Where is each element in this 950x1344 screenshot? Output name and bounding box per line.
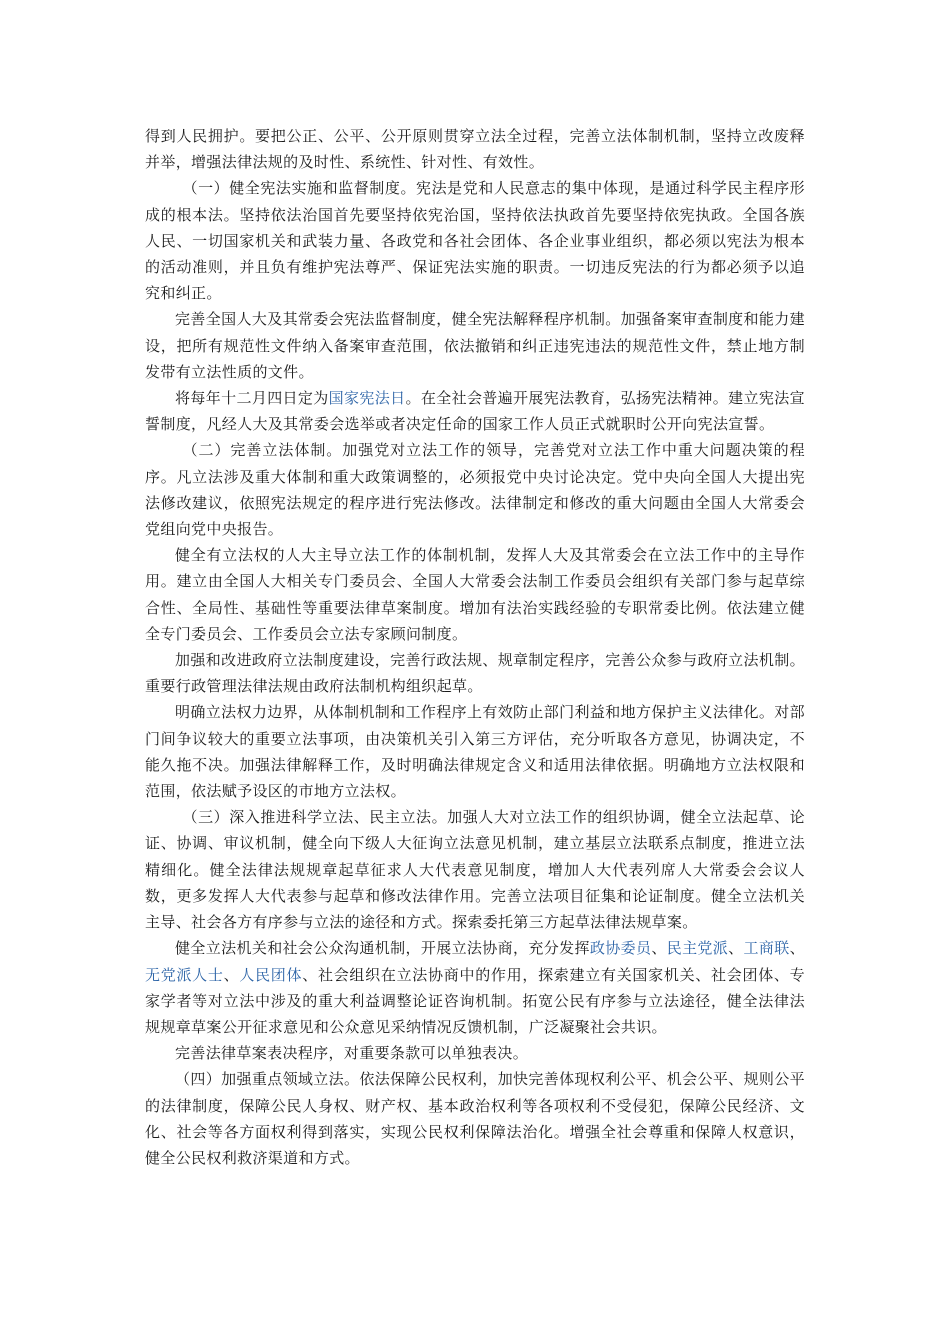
paragraph-text: 加强和改进政府立法制度建设，完善行政法规、规章制定程序，完善公众参与政府立法机制。重要行政管理法律法规由政府法制机构组织起草。 bbox=[145, 651, 805, 696]
hyperlink[interactable]: 无党派人士 bbox=[145, 965, 224, 984]
paragraph-text: 、 bbox=[651, 939, 667, 958]
paragraph-text: 将每年十二月四日定为 bbox=[175, 389, 329, 408]
hyperlink[interactable]: 国家宪法日 bbox=[328, 389, 406, 408]
paragraph-text: 完善全国人大及其常委会宪法监督制度，健全宪法解释程序机制。加强备案审查制度和能力建设，把所有规范性文件纳入备案审查范围，依法撤销和纠正违宪违法的规范性文件，禁止地方制发带有立法性质的文件。 bbox=[145, 310, 805, 381]
paragraph bbox=[145, 385, 805, 437]
paragraph bbox=[145, 804, 805, 935]
hyperlink[interactable]: 民主党派 bbox=[666, 939, 729, 958]
paragraph bbox=[145, 1040, 805, 1066]
paragraph bbox=[145, 175, 805, 306]
document-page bbox=[145, 123, 805, 1171]
paragraph bbox=[145, 306, 805, 385]
paragraph-text: 健全有立法权的人大主导立法工作的体制机制，发挥人大及其常委会在立法工作中的主导作用。建立由全国人大相关专门委员会、全国人大常委会法制工作委员会组织有关部门参与起草综合性、全局性、基础性等重要法律草案制度。增加有法治实践经验的专职常委比例。依法建立健全专门委员会、工作委员会立法专家顾问制度。 bbox=[145, 546, 805, 643]
hyperlink[interactable]: 工商联 bbox=[743, 939, 790, 958]
paragraph-text: （三）深入推进科学立法、民主立法。加强人大对立法工作的组织协调，健全立法起草、论证、协调、审议机制，健全向下级人大征询立法意见机制，建立基层立法联系点制度，推进立法精细化。健全法律法规规章起草征求人大代表意见制度，增加人大代表列席人大常委会会议人数，更多发挥人大代表参与起草和修改法律作用。完善立法项目征集和论证制度。健全立法机关主导、社会各方有序参与立法的途径和方式。探索委托第三方起草法律法规草案。 bbox=[145, 808, 805, 932]
hyperlink[interactable]: 人民团体 bbox=[239, 965, 303, 984]
paragraph-text: （二）完善立法体制。加强党对立法工作的领导，完善党对立法工作中重大问题决策的程序。凡立法涉及重大体制和重大政策调整的，必须报党中央讨论决定。党中央向全国人大提出宪法修改建议，依照宪法规定的程序进行宪法修改。法律制定和修改的重大问题由全国人大常委会党组向党中央报告。 bbox=[145, 441, 805, 539]
paragraph-text: 健全立法机关和社会公众沟通机制，开展立法协商，充分发挥 bbox=[175, 939, 590, 958]
paragraph-text: 完善法律草案表决程序，对重要条款可以单独表决。 bbox=[175, 1044, 529, 1063]
paragraph bbox=[145, 542, 805, 647]
paragraph-text: 。在全社会普遍开展宪法教育，弘扬宪法精神。建立宪法宣誓制度，凡经人大及其常委会选举或者决定任命的国家工作人员正式就职时公开向宪法宣誓。 bbox=[145, 389, 805, 434]
paragraph-text: 、 bbox=[728, 939, 744, 958]
paragraph bbox=[145, 123, 805, 175]
paragraph bbox=[145, 647, 805, 699]
paragraph bbox=[145, 935, 805, 1040]
hyperlink[interactable]: 政协委员 bbox=[589, 939, 652, 958]
paragraph bbox=[145, 699, 805, 804]
paragraph bbox=[145, 1066, 805, 1171]
paragraph-text: 得到人民拥护。要把公正、公平、公开原则贯穿立法全过程，完善立法体制机制，坚持立改废释并举，增强法律法规的及时性、系统性、针对性、有效性。 bbox=[145, 127, 805, 172]
paragraph-text: 、社会组织在立法协商中的作用，探索建立有关国家机关、社会团体、专家学者等对立法中涉及的重大利益调整论证咨询机制。拓宽公民有序参与立法途径，健全法律法规规章草案公开征求意见和公众意见采纳情况反馈机制，广泛凝聚社会共识。 bbox=[145, 965, 805, 1036]
paragraph-text: 明确立法权力边界，从体制机制和工作程序上有效防止部门利益和地方保护主义法律化。对部门间争议较大的重要立法事项，由决策机关引入第三方评估，充分听取各方意见，协调决定，不能久拖不决。加强法律解释工作，及时明确法律规定含义和适用法律依据。明确地方立法权限和范围，依法赋予设区的市地方立法权。 bbox=[145, 703, 805, 801]
paragraph-text: 、 bbox=[223, 965, 240, 984]
paragraph-text: （四）加强重点领域立法。依法保障公民权利，加快完善体现权利公平、机会公平、规则公平的法律制度，保障公民人身权、财产权、基本政治权利等各项权利不受侵犯，保障公民经济、文化、社会等各方面权利得到落实，实现公民权利保障法治化。增强全社会尊重和保障人权意识，健全公民权利救济渠道和方式。 bbox=[145, 1070, 805, 1167]
paragraph-text: （一）健全宪法实施和监督制度。宪法是党和人民意志的集中体现，是通过科学民主程序形成的根本法。坚持依法治国首先要坚持依宪治国，坚持依法执政首先要坚持依宪执政。全国各族人民、一切国家机关和武装力量、各政党和各社会团体、各企业事业组织，都必须以宪法为根本的活动准则，并且负有维护宪法尊严、保证宪法实施的职责。一切违反宪法的行为都必须予以追究和纠正。 bbox=[145, 179, 805, 303]
paragraph-text: 、 bbox=[789, 939, 806, 958]
paragraph bbox=[145, 437, 805, 542]
